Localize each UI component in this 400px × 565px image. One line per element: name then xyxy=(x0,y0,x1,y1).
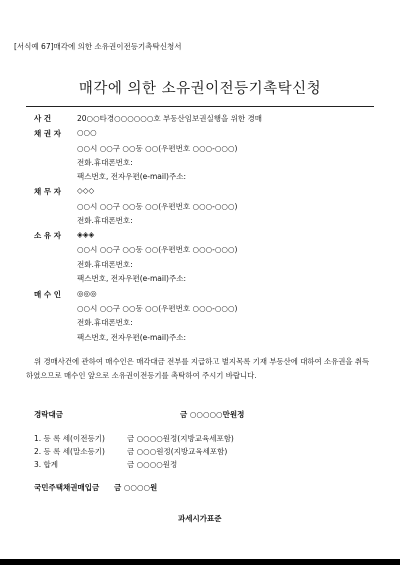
creditor-label: 채 권 자 xyxy=(34,129,61,138)
debtor-address: ○○시 ○○구 ○○동 ○○(우편번호 ○○○-○○○) xyxy=(77,202,238,211)
owner-address: ○○시 ○○구 ○○동 ○○(우편번호 ○○○-○○○) xyxy=(77,245,238,254)
creditor-name: ○○○ xyxy=(77,128,97,137)
document-title: 매각에 의한 소유권이전등기촉탁신청 xyxy=(78,81,322,97)
bond-label: 국민주택채권매입금 xyxy=(34,483,100,492)
item-registration-transfer-value: 금 ○○○○원정(지방교육세포함) xyxy=(127,434,234,443)
debtor-phone: 전화.휴대폰번호: xyxy=(77,216,133,225)
owner-name: ◈◈◈ xyxy=(77,230,95,239)
buyer-phone: 전화.휴대폰번호: xyxy=(77,318,133,327)
item-total-label: 3. 합계 xyxy=(34,460,59,469)
item-registration-cancel-label: 2. 등 록 세(말소등기) xyxy=(34,447,105,456)
owner-fax: 팩스번호, 전자우편(e-mail)주소: xyxy=(77,274,186,283)
bottom-border xyxy=(0,559,400,565)
owner-phone: 전화.휴대폰번호: xyxy=(77,260,133,269)
case-label: 사 건 xyxy=(34,114,52,123)
buyer-name: ◎◎◎ xyxy=(77,289,97,298)
request-paragraph: 위 경매사건에 관하여 매수인은 매각대금 전부를 지급하고 별지목록 기재 부동산에 대하여 소유권을 취득하였으므로 매수인 앞으로 소유권이전등기를 촉탁하여 주시기 바랍니다. xyxy=(26,357,370,380)
buyer-label: 매 수 인 xyxy=(34,290,61,299)
creditor-fax: 팩스번호, 전자우편(e-mail)주소: xyxy=(77,172,186,181)
owner-label: 소 유 자 xyxy=(34,231,61,240)
buyer-address: ○○시 ○○구 ○○동 ○○(우편번호 ○○○-○○○) xyxy=(77,304,238,313)
bond-value: 금 ○○○○원 xyxy=(114,483,158,492)
title-divider xyxy=(26,106,374,107)
item-total-value: 금 ○○○○원정 xyxy=(127,460,178,469)
form-number: [서식예 67]매각에 의한 소유권이전등기촉탁신청서 xyxy=(14,42,182,51)
case-value: 20○○타경○○○○○○호 부동산임보권실행을 위한 경매 xyxy=(77,114,262,123)
item-registration-cancel-value: 금 ○○○원정(지방교육세포함) xyxy=(127,447,228,456)
creditor-phone: 전화.휴대폰번호: xyxy=(77,158,133,167)
sale-price-value: 금 ○○○○○만원정 xyxy=(180,410,245,419)
creditor-address: ○○시 ○○구 ○○동 ○○(우편번호 ○○○-○○○) xyxy=(77,144,238,153)
buyer-fax: 팩스번호, 전자우편(e-mail)주소: xyxy=(77,333,186,342)
debtor-label: 채 무 자 xyxy=(34,187,61,196)
sale-price-label: 경락대금 xyxy=(34,410,63,419)
item-registration-transfer-label: 1. 등 록 세(이전등기) xyxy=(34,434,105,443)
tax-standard-note: 과세시가표준 xyxy=(178,514,222,523)
debtor-name: ◇◇◇ xyxy=(77,186,95,195)
